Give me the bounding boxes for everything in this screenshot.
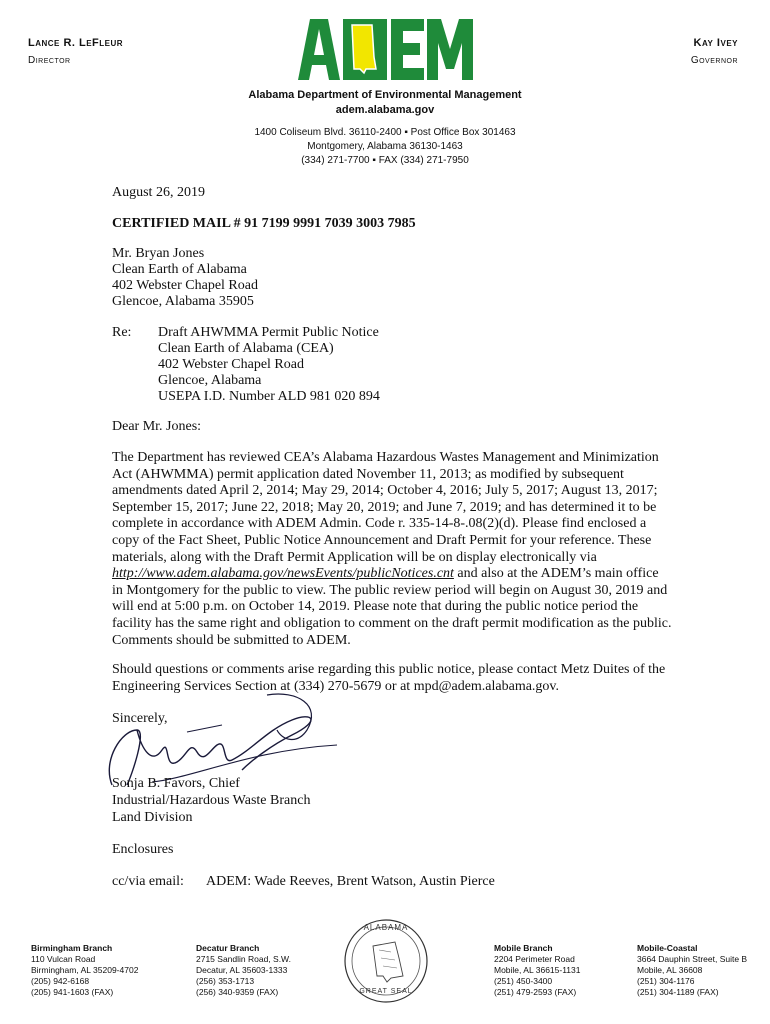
agency-address-line2: Montgomery, Alabama 36130-1463 <box>307 141 463 152</box>
footer-branch-mobile <box>494 943 580 998</box>
agency-name: Alabama Department of Environmental Management <box>248 89 522 101</box>
recipient-line: Mr. Bryan Jones <box>112 246 205 261</box>
adem-logo <box>296 17 474 81</box>
paragraph-line: amendments dated April 2, 2014; May 29, 2014; October 4, 2016; July 5, 2017; August 13, 2017; <box>112 483 658 499</box>
recipient-line: 402 Webster Chapel Road <box>112 278 258 293</box>
paragraph-line: Act (AHWMMA) permit application dated November 11, 2013; as modified by subsequent <box>112 466 624 482</box>
alabama-great-seal <box>343 918 429 1004</box>
signer-name: Sonja B. Favors, Chief <box>112 776 240 791</box>
branch-line: (205) 941-1603 (FAX) <box>31 987 114 997</box>
public-notices-link[interactable]: http://www.adem.alabama.gov/newsEvents/publicNotices.cnt <box>112 566 454 582</box>
cc-recipients: ADEM: Wade Reeves, Brent Watson, Austin Pierce <box>206 874 495 889</box>
branch-line: 110 Vulcan Road <box>31 954 96 964</box>
branch-line: 2204 Perimeter Road <box>494 954 575 964</box>
paragraph-line: Comments should be submitted to ADEM. <box>112 632 351 648</box>
paragraph-line: The Department has reviewed CEA’s Alabama Hazardous Wastes Management and Minimization <box>112 450 659 465</box>
paragraph-line: complete in accordance with ADEM Admin. Code r. 335-14-8-.08(2)(d). Please find enclosed a <box>112 516 647 532</box>
agency-phone-line: (334) 271-7700 ▪ FAX (334) 271-7950 <box>301 155 469 166</box>
director-title: Director <box>28 55 71 66</box>
paragraph-line: Should questions or comments arise regarding this public notice, please contact Metz Duites of the <box>112 662 666 677</box>
branch-name: Birmingham Branch <box>31 943 113 953</box>
paragraph-line: copy of the Fact Sheet, Public Notice Announcement and Draft Permit for your reference. These <box>112 532 652 548</box>
branch-name: Mobile Branch <box>494 943 553 953</box>
governor-name: Kay Ivey <box>693 37 738 49</box>
re-line: USEPA I.D. Number ALD 981 020 894 <box>158 389 380 404</box>
recipient-line: Clean Earth of Alabama <box>112 262 247 277</box>
branch-line: (256) 353-1713 <box>196 976 255 986</box>
branch-line: (251) 450-3400 <box>494 976 553 986</box>
branch-line: (251) 479-2593 (FAX) <box>494 987 577 997</box>
paragraph-link-tail: and also at the ADEM’s main office <box>453 566 659 582</box>
paragraph-line: in Montgomery for the public to view. The public review period will begin on August 30, 2019 and <box>112 582 668 598</box>
re-label: Re: <box>112 325 132 340</box>
enclosures-label: Enclosures <box>112 842 174 857</box>
paragraph-review <box>112 450 672 649</box>
governor-title: Governor <box>690 55 738 66</box>
branch-line: 2715 Sandlin Road, S.W. <box>196 954 291 964</box>
footer-branch-decatur <box>196 943 291 998</box>
closing: Sincerely, <box>112 711 168 726</box>
branch-line: Decatur, AL 35603-1333 <box>196 965 288 975</box>
recipient-block <box>112 246 258 310</box>
branch-line: Mobile, AL 36615-1131 <box>494 965 581 975</box>
paragraph-line: September 15, 2017; June 22, 2018; May 20, 2019; and June 7, 2019; and has determined it to be <box>112 499 657 515</box>
paragraph-line: facility has the same right and obligation to comment on the draft permit modification as the public. <box>112 615 672 631</box>
seal-text-bottom: GREAT SEAL <box>359 988 413 995</box>
branch-line: Birmingham, AL 35209-4702 <box>31 965 139 975</box>
re-line: 402 Webster Chapel Road <box>158 357 304 372</box>
certified-mail-line: CERTIFIED MAIL # 91 7199 9991 7039 3003 7985 <box>112 216 416 231</box>
recipient-line: Glencoe, Alabama 35905 <box>112 294 254 309</box>
paragraph-line-link <box>112 566 672 583</box>
branch-line: (251) 304-1176 <box>637 976 695 986</box>
adem-logo-graphic <box>296 17 474 81</box>
branch-line: 3664 Dauphin Street, Suite B <box>637 954 748 964</box>
re-line: Draft AHWMMA Permit Public Notice <box>158 325 379 340</box>
cc-label: cc/via email: <box>112 874 184 889</box>
paragraph-line: Engineering Services Section at (334) 270-5679 or at mpd@adem.alabama.gov. <box>112 678 560 694</box>
footer-branch-mobile-coastal <box>637 943 747 998</box>
branch-line: (251) 304-1189 (FAX) <box>637 987 719 997</box>
salutation: Dear Mr. Jones: <box>112 419 202 434</box>
paragraph-line: will end at 5:00 p.m. on October 14, 2019. Please note that during the public notice period the <box>112 599 639 615</box>
agency-address-line1: 1400 Coliseum Blvd. 36110-2400 ▪ Post Office Box 301463 <box>254 127 516 138</box>
branch-line: (256) 340-9359 (FAX) <box>196 987 279 997</box>
signer-title-division: Land Division <box>112 810 193 825</box>
re-line: Clean Earth of Alabama (CEA) <box>158 341 334 356</box>
signer-title-branch: Industrial/Hazardous Waste Branch <box>112 793 311 808</box>
branch-name: Decatur Branch <box>196 943 260 953</box>
branch-line: (205) 942-6168 <box>31 976 90 986</box>
paragraph-line: materials, along with the Draft Permit Application will be on display electronically via <box>112 549 597 565</box>
branch-line: Mobile, AL 36608 <box>637 965 703 975</box>
branch-name: Mobile-Coastal <box>637 943 698 953</box>
seal-text-top: ALABAMA <box>363 923 409 932</box>
agency-website[interactable]: adem.alabama.gov <box>335 104 435 116</box>
footer-branch-birmingham <box>31 943 138 998</box>
letter-date: August 26, 2019 <box>112 185 205 200</box>
re-line: Glencoe, Alabama <box>158 373 262 388</box>
director-name: Lance R. LeFleur <box>28 37 124 49</box>
re-block <box>158 325 380 405</box>
